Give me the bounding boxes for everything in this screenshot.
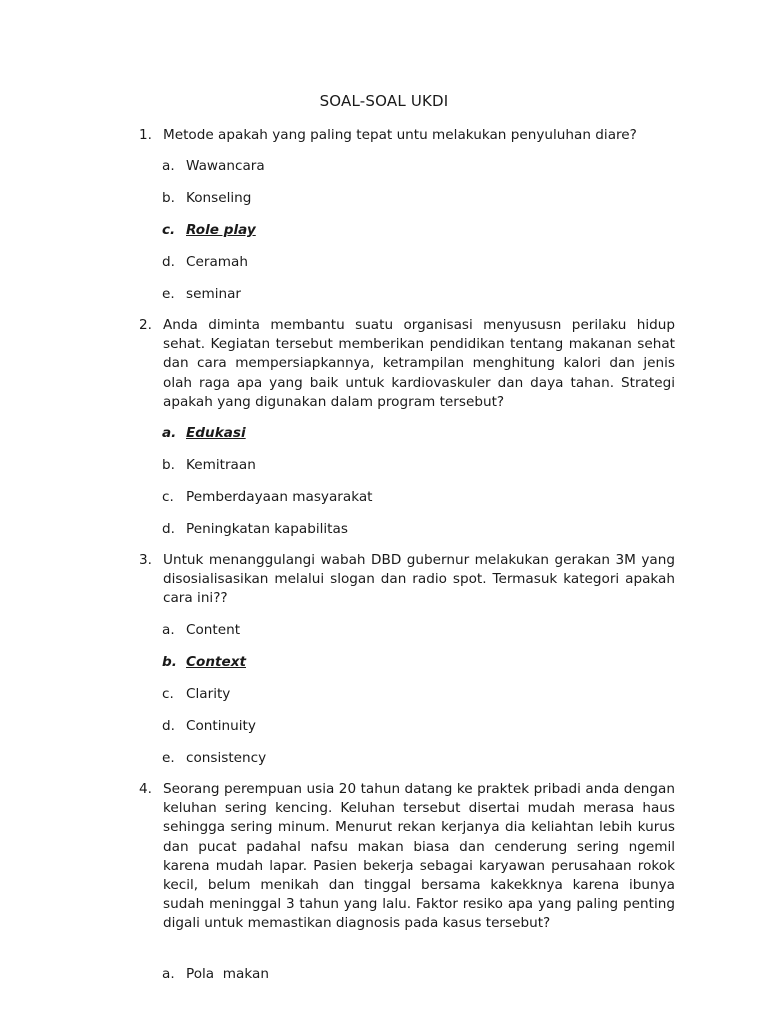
option-label: Pemberdayaan masyarakat	[186, 489, 373, 505]
question-number: 2.	[139, 317, 152, 333]
option-label: Kemitraan	[186, 457, 256, 473]
question-number: 1.	[139, 127, 152, 143]
option-label: Pola makan	[186, 966, 269, 982]
option-letter: c.	[162, 686, 174, 702]
option-letter: d.	[162, 521, 175, 537]
option-label: Ceramah	[186, 254, 248, 270]
option-label: Role play	[186, 222, 256, 238]
option-letter: b.	[162, 654, 177, 670]
option-1b	[162, 189, 251, 207]
question-1	[139, 126, 675, 145]
option-2c	[162, 488, 373, 506]
option-1d	[162, 253, 248, 271]
option-2d	[162, 520, 348, 538]
option-letter: d.	[162, 254, 175, 270]
option-2b	[162, 456, 256, 474]
question-2	[139, 316, 675, 412]
document-title: SOAL-SOAL UKDI	[319, 92, 449, 110]
option-1e	[162, 285, 241, 303]
option-letter: a.	[162, 158, 175, 174]
question-3	[139, 551, 675, 609]
option-letter: a.	[162, 425, 177, 441]
option-letter: c.	[162, 222, 176, 238]
question-number: 4.	[139, 781, 152, 797]
option-label: seminar	[186, 286, 241, 302]
option-3c	[162, 685, 230, 703]
question-text: Seorang perempuan usia 20 tahun datang ke praktek pribadi anda dengan keluhan sering kencing. Keluhan tersebut disertai mudah merasa haus sehingga sering minum. Menurut rekan kerjanya dia keliahtan lebih kurus dan pucat padahal nafsu makan biasa dan cenderung sering ngemil karena mudah lapar. Pasien bekerja sebagai karyawan perusahaan rokok kecil, belum menikah dan tinggal bersama kakekknya karena ibunya sudah meninggal 3 tahun yang lalu. Faktor resiko apa yang paling penting digali untuk memastikan diagnosis pada kasus tersebut?	[163, 781, 675, 932]
option-letter: a.	[162, 622, 175, 638]
option-letter: e.	[162, 750, 175, 766]
option-label: Continuity	[186, 718, 256, 734]
option-3b-correct-answer	[162, 653, 246, 671]
option-3e	[162, 749, 266, 767]
option-4a	[162, 965, 269, 983]
option-1c-correct-answer	[162, 221, 256, 239]
option-2a-correct-answer	[162, 424, 246, 442]
option-label: Content	[186, 622, 241, 638]
option-3a	[162, 621, 240, 639]
option-label: Context	[186, 654, 246, 670]
question-4	[139, 780, 675, 934]
option-letter: b.	[162, 190, 175, 206]
question-text: Untuk menanggulangi wabah DBD gubernur melakukan gerakan 3M yang disosialisasikan melalui slogan dan radio spot. Termasuk kategori apakah cara ini??	[163, 552, 675, 607]
question-text: Anda diminta membantu suatu organisasi menyususn perilaku hidup sehat. Kegiatan tersebut memberikan pendidikan tentang makanan sehat dan cara mempersiapkannya, ketrampilan menghitung kalori dan jenis olah raga apa yang baik untuk kardiovaskuler dan daya tahan. Strategi apakah yang digunakan dalam program tersebut?	[163, 317, 675, 410]
option-label: Peningkatan kapabilitas	[186, 521, 348, 537]
option-letter: c.	[162, 489, 174, 505]
option-label: Clarity	[186, 686, 231, 702]
option-label: Edukasi	[186, 425, 246, 441]
option-letter: a.	[162, 966, 175, 982]
option-label: Konseling	[186, 190, 252, 206]
option-letter: e.	[162, 286, 175, 302]
option-letter: d.	[162, 718, 175, 734]
question-number: 3.	[139, 552, 152, 568]
option-letter: b.	[162, 457, 175, 473]
option-1a	[162, 157, 265, 175]
option-label: Wawancara	[186, 158, 265, 174]
option-label: consistency	[186, 750, 267, 766]
option-3d	[162, 717, 256, 735]
question-text: Metode apakah yang paling tepat untu melakukan penyuluhan diare?	[163, 127, 637, 143]
